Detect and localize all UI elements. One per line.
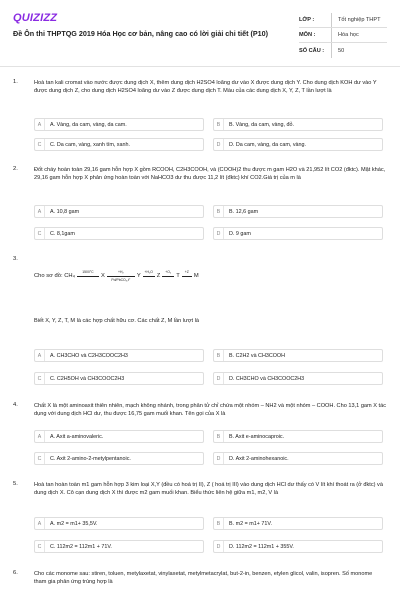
question-number: 2. xyxy=(13,166,18,172)
quizizz-logo: QUIZIZZ xyxy=(13,12,58,24)
option-text: A. Vàng, da cam, vàng, da cam. xyxy=(50,121,127,128)
option-text: D. CH3CHO và CH3COOC2H3 xyxy=(229,375,305,382)
compound-z: Z xyxy=(156,273,161,279)
document-title: Đề Ôn thi THPTQG 2019 Hóa Học cơ bản, nâng cao có lời giải chi tiết (P10) xyxy=(13,29,269,38)
question-text: Biết X, Y, Z, T, M là các hợp chất hữu cơ. Các chất Z, M lần lượt là xyxy=(34,318,199,324)
option-text: D. Da cam, vàng, da cam, vàng. xyxy=(229,141,307,148)
option-letter: C xyxy=(35,541,45,552)
option-a[interactable] xyxy=(34,517,204,530)
option-letter: B xyxy=(214,518,224,529)
meta-row-count xyxy=(299,43,387,58)
meta-row-subject xyxy=(299,28,387,43)
option-text: C. 8,1gam xyxy=(50,230,75,237)
option-letter: C xyxy=(35,373,45,384)
meta-label: SỐ CÂU : xyxy=(299,47,325,54)
reaction-arrow-icon: +O₂ xyxy=(162,273,174,279)
option-text: A. 10,8 gam xyxy=(50,208,80,215)
compound-x: X xyxy=(100,273,105,279)
option-text: B. Axit e-aminocaproic. xyxy=(229,433,285,440)
option-letter: C xyxy=(35,139,45,150)
option-text: C. 112m2 = 112m1 + 71V. xyxy=(50,543,112,550)
option-text: B. C2H2 và CH3COOH xyxy=(229,352,286,359)
meta-value: Tốt nghiệp THPT xyxy=(331,13,387,27)
option-text: A. m2 = m1+ 35,5V. xyxy=(50,520,98,527)
reaction-scheme xyxy=(34,270,199,282)
option-text: B. Vàng, da cam, vàng, đỏ. xyxy=(229,121,295,128)
option-letter: A xyxy=(35,206,45,217)
option-text: C. Da cam, vàng, xanh tím, xanh. xyxy=(50,141,130,148)
meta-label: MÔN : xyxy=(299,32,316,38)
question-text: Chất X là một aminoaxit thiên nhiên, mạch không nhánh, trong phân tử chỉ chứa một nhóm – NH2 và một nhóm – COOH. Cho 13,1 gam X tác dụng với dung dịch HCl dư, thu được 16,75 gam muối khan. Tên gọi của X là xyxy=(34,403,386,417)
option-a[interactable] xyxy=(34,118,204,131)
question-number: 4. xyxy=(13,402,18,408)
option-d[interactable] xyxy=(213,138,383,151)
meta-value: 50 xyxy=(331,43,387,58)
option-c[interactable] xyxy=(34,540,204,553)
option-letter: C xyxy=(35,453,45,464)
option-c[interactable] xyxy=(34,227,204,240)
reaction-arrow-icon: 1500°C xyxy=(77,273,99,279)
option-d[interactable] xyxy=(213,452,383,465)
meta-value: Hóa học xyxy=(331,28,387,42)
compound-t: T xyxy=(176,273,180,279)
option-b[interactable] xyxy=(213,517,383,530)
option-b[interactable] xyxy=(213,205,383,218)
option-letter: D xyxy=(214,541,224,552)
option-letter: C xyxy=(35,228,45,239)
question-text: Hoà tan hoàn toàn m1 gam hỗn hợp 3 kim loại X,Y (đều có hoá trị II), Z ( hoá trị III) vào dung dịch HCl dư thấy có V lít khí thoát ra (ở đktc) và dung dịch X. Cô cạn dung dịch X thì được m2 gam muối khan. Biểu thức liên hệ giữa m1, m2, V là xyxy=(34,482,383,496)
reaction-arrow-icon: +H₂O xyxy=(143,273,155,279)
option-text: A. Axit a-aminovaleric. xyxy=(50,433,104,440)
option-c[interactable] xyxy=(34,372,204,385)
option-letter: D xyxy=(214,139,224,150)
option-a[interactable] xyxy=(34,349,204,362)
option-d[interactable] xyxy=(213,540,383,553)
scheme-start: Cho sơ đồ: CH₄ xyxy=(34,273,75,279)
option-letter: A xyxy=(35,431,45,442)
compound-m: M xyxy=(193,273,199,279)
option-letter: D xyxy=(214,453,224,464)
option-letter: B xyxy=(214,206,224,217)
option-text: D. 112m2 = 112m1 + 355V. xyxy=(229,543,294,550)
option-letter: A xyxy=(35,119,45,130)
option-d[interactable] xyxy=(213,372,383,385)
question-text: Cho các monome sau: stiren, toluen, metylaxetat, vinylaxetat, metylmetacrylat, but-2-in, benzen, etylen glicol, valin, isopren. Số monome tham gia phản ứng trùng hợp là xyxy=(34,571,373,585)
option-letter: B xyxy=(214,431,224,442)
option-letter: B xyxy=(214,119,224,130)
option-b[interactable] xyxy=(213,430,383,443)
option-letter: A xyxy=(35,350,45,361)
meta-row-class xyxy=(299,13,387,28)
question-number: 5. xyxy=(13,481,18,487)
option-c[interactable] xyxy=(34,452,204,465)
page-header xyxy=(0,0,400,64)
option-letter: A xyxy=(35,518,45,529)
option-a[interactable] xyxy=(34,205,204,218)
option-text: B. 12,6 gam xyxy=(229,208,259,215)
option-c[interactable] xyxy=(34,138,204,151)
question-number: 1. xyxy=(13,79,18,85)
option-letter: B xyxy=(214,350,224,361)
option-letter: D xyxy=(214,228,224,239)
option-a[interactable] xyxy=(34,430,204,443)
question-number: 3. xyxy=(13,256,18,262)
option-text: C. Axit 2-amino-2-metylpentanoic. xyxy=(50,455,131,462)
compound-y: Y xyxy=(136,273,141,279)
reaction-arrow-icon: +H₂ Pd/PbCO₃,t° xyxy=(107,273,135,279)
option-d[interactable] xyxy=(213,227,383,240)
option-text: C. C2H5OH và CH3COOC2H3 xyxy=(50,375,125,382)
question-text: Đốt cháy hoàn toàn 29,16 gam hỗn hợp X gồm RCOOH, C2H3COOH, và (COOH)2 thu được m gam H2O và 21,952 lít CO2 (đktc). Mặt khác, 29,16 gam hỗn hợp X phản ứng hoàn toàn với NaHCO3 dư thu được 11,2 lít (đktc) khí CO2.Giá trị của m là xyxy=(34,167,386,181)
question-number: 6. xyxy=(13,570,18,576)
header-divider xyxy=(0,66,400,67)
option-b[interactable] xyxy=(213,349,383,362)
question-text: Hoà tan kali cromat vào nước được dung dịch X, thêm dung dịch H2SO4 loãng dư vào X được dung dịch Y. Cho dung dịch KOH dư vào Y được dung dịch Z, cho dung dịch H2SO4 loãng dư vào Z được dung dịch T. Màu của các dung dịch X, Y, Z, T lần lượt là xyxy=(34,80,377,94)
meta-table xyxy=(299,13,387,58)
reaction-arrow-icon: +Z xyxy=(182,273,192,279)
meta-label: LỚP : xyxy=(299,17,315,23)
option-b[interactable] xyxy=(213,118,383,131)
option-letter: D xyxy=(214,373,224,384)
option-text: D. 9 gam xyxy=(229,230,251,237)
option-text: A. CH3CHO và C2H3COOC2H3 xyxy=(50,352,128,359)
option-text: D. Axit 2-aminohexanoic. xyxy=(229,455,289,462)
option-text: B. m2 = m1+ 71V. xyxy=(229,520,272,527)
